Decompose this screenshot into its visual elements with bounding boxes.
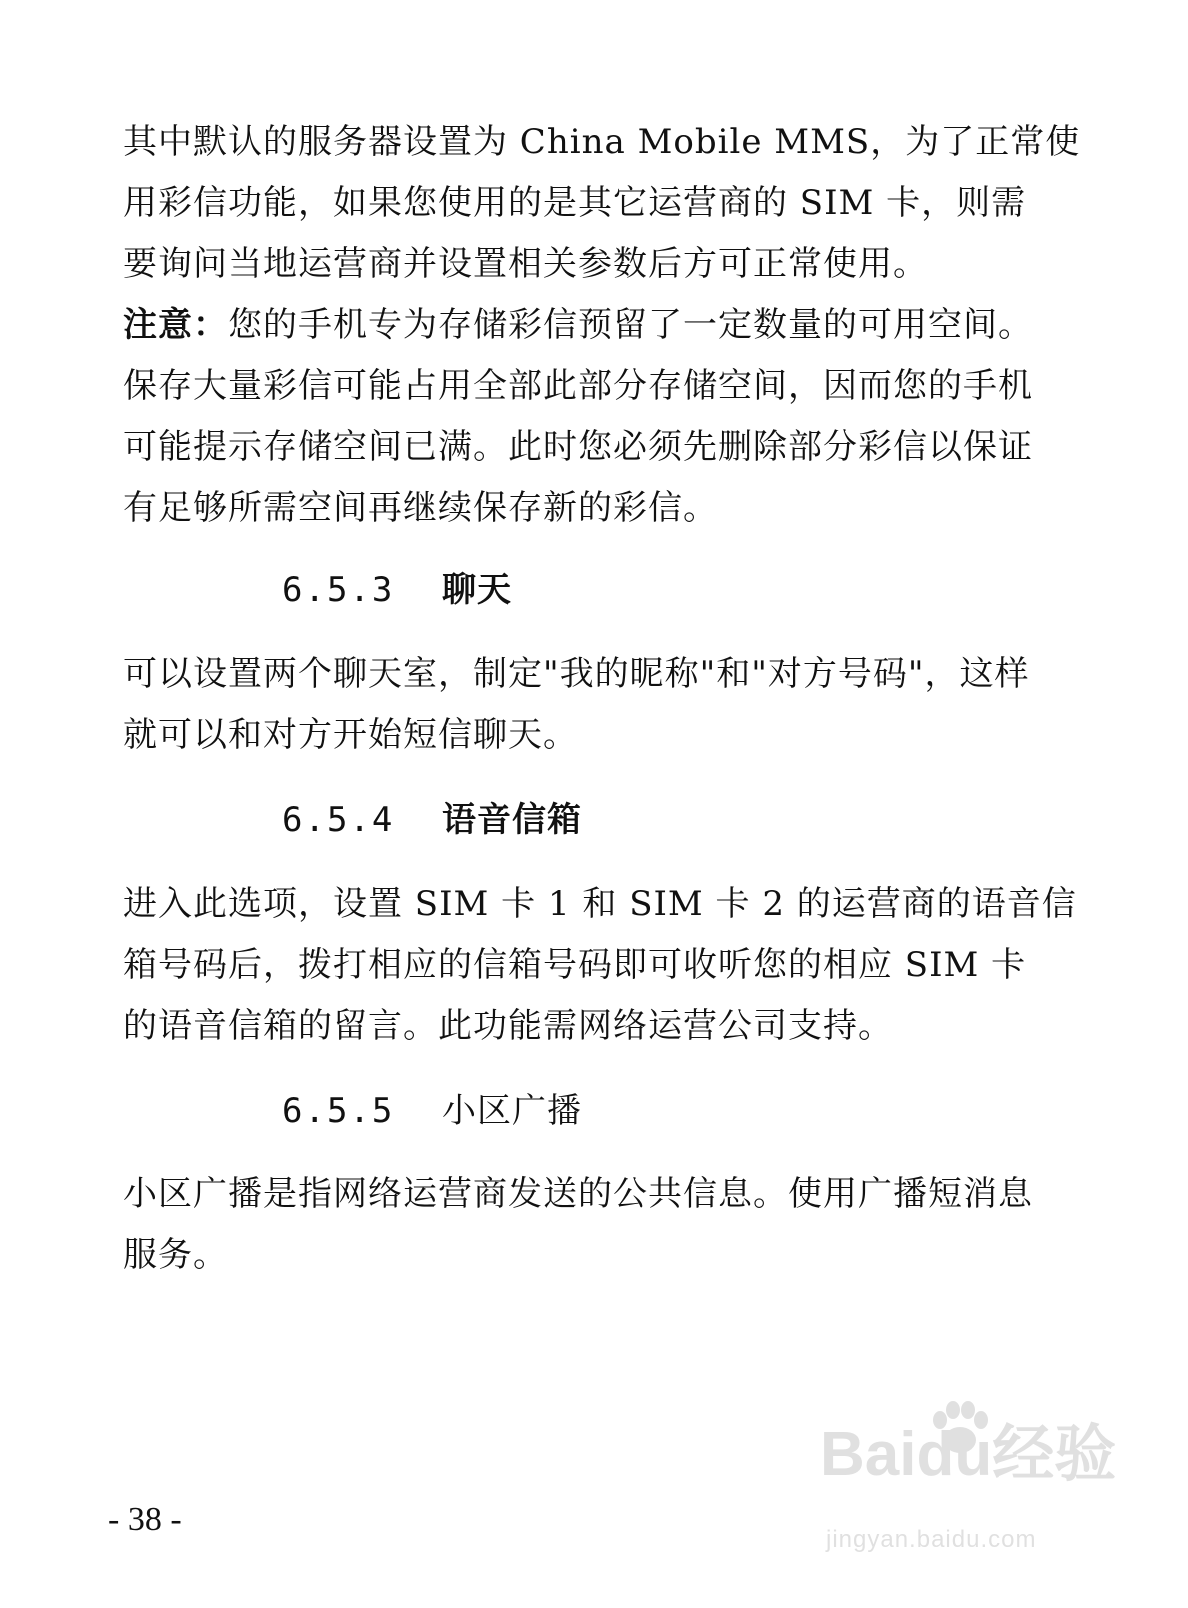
paragraph-cell-broadcast <box>123 1164 1043 1286</box>
text-line: 小区广播是指网络运营商发送的公共信息。使用广播短消息 <box>123 1174 1033 1214</box>
text-line: 可能提示存储空间已满。此时您必须先删除部分彩信以保证 <box>123 427 1033 467</box>
section-number: 6.5.5 <box>282 1091 395 1131</box>
section-title: 聊天 <box>442 570 512 610</box>
section-heading-cell-broadcast <box>282 1091 582 1131</box>
baidu-watermark <box>820 1400 1117 1580</box>
paragraph-chat <box>123 644 1043 766</box>
section-heading-voicemail <box>282 800 582 840</box>
text-line: 有足够所需空间再继续保存新的彩信。 <box>123 488 718 528</box>
text-line: 就可以和对方开始短信聊天。 <box>123 715 578 755</box>
text-line: 可以设置两个聊天室，制定"我的昵称"和"对方号码"，这样 <box>123 654 1030 694</box>
watermark-url: jingyan.baidu.com <box>826 1526 1037 1553</box>
watermark-brand: Baidu经验 <box>820 1420 1117 1489</box>
text-line: 服务。 <box>123 1235 228 1275</box>
section-number: 6.5.4 <box>282 800 395 840</box>
text-line: 要询问当地运营商并设置相关参数后方可正常使用。 <box>123 244 928 284</box>
section-title: 语音信箱 <box>442 800 582 840</box>
paragraph-note <box>123 295 1043 539</box>
note-label: 注意： <box>123 305 228 345</box>
text-line: 其中默认的服务器设置为 China Mobile MMS，为了正常使 <box>123 122 1081 162</box>
text-line: 保存大量彩信可能占用全部此部分存储空间，因而您的手机 <box>123 366 1033 406</box>
paragraph-mms-server <box>123 112 1081 295</box>
section-title: 小区广播 <box>442 1091 582 1131</box>
note-first-line: 您的手机专为存储彩信预留了一定数量的可用空间。 <box>228 305 1033 345</box>
text-line <box>123 295 1043 356</box>
text-line: 的语音信箱的留言。此功能需网络运营公司支持。 <box>123 1006 893 1046</box>
paragraph-voicemail <box>123 874 1077 1057</box>
section-number: 6.5.3 <box>282 570 395 610</box>
text-line: 用彩信功能，如果您使用的是其它运营商的 SIM 卡，则需 <box>123 183 1027 223</box>
text-line: 箱号码后，拨打相应的信箱号码即可收听您的相应 SIM 卡 <box>123 945 1027 985</box>
page-number: - 38 - <box>108 1501 182 1538</box>
section-heading-chat <box>282 570 512 610</box>
text-line: 进入此选项，设置 SIM 卡 1 和 SIM 卡 2 的运营商的语音信 <box>123 884 1077 924</box>
